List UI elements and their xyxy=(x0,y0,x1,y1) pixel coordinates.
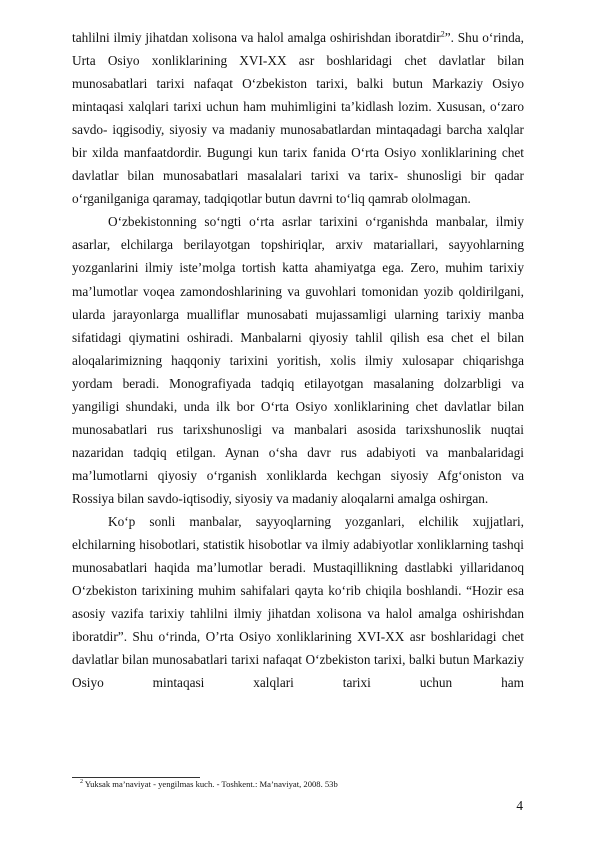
footnote xyxy=(80,779,520,790)
body-text xyxy=(72,26,524,694)
page-number: 4 xyxy=(516,798,523,813)
paragraph-1-text-cont: ”. Shu oʻrinda, Urta Osiyo xonliklarining XVI-XX asr boshlaridagi chet davlatlar bilan munosabatlari tarixi nafaqat Oʻzbekiston tarixi, balki butun Markaziy Osiyo mintaqasi xalqlari tarixi uchun ham muhimligini taʼkidlash lozim. Xususan, oʻzaro savdo- iqgisodiy, siyosiy va madaniy munosabatlardan mintaqadagi barcha xalqlar bir xilda manfaatdordir. Bugungi kun tarix fanida Oʻrta Osiyo xonliklarining chet davlatlar bilan munosabatlari masalalari tarixi va tarix- shunosligi bir qadar oʻrganilganiga qaramay, tadqiqotlar butun davrni toʻliq qamrab ololmagan. xyxy=(72,30,524,207)
paragraph-2: Oʻzbekistonning soʻngti oʻrta asrlar tarixini oʻrganishda manbalar, ilmiy asarlar, elchilarga berilayotgan topshiriqlar, arxiv matariallari, sayyohlarning yozganlarini ilmiy isteʼmolga tortish katta ahamiyatga ega. Zero, muhim tarixiy maʼlumotlar voqea zamondoshlarining va guvohlari tomonidan yozib qoldirilgani, ularda jarayonlarga mualliflar munosabati mujassamligi ularning tarixiy manba sifatidagi qiymatini oshiradi. Manbalarni qiyosiy tahlil qilish esa chet el bilan aloqalarimizning haqqoniy tarixini yoritish, xolis ilmiy xulosapar chiqarishga yordam beradi. Monografiyada tadqiq etilayotgan masalaning dolzarbligi va yangiligi shundaki, unda ilk bor Oʻrta Osiyo xonliklarining chet davlatlar bilan munosabatlari rus tarixshunosligi va manbalari asosida tarixshunoslik nuqtai nazaridan tadqiq etilgan. Aynan oʻsha davr rus adabiyoti va manbalaridagi maʼlumotlarni qiyosiy oʻrganish xonliklarda kechgan siyosiy Afgʻoniston va Rossiya bilan savdo-iqtisodiy, siyosiy va madaniy aloqalarni amalga oshirgan. xyxy=(72,214,524,506)
paragraph-1 xyxy=(72,26,524,210)
footnote-divider xyxy=(72,777,200,778)
footnote-reference[interactable]: 2 xyxy=(440,29,445,39)
paragraph-3: Koʻp sonli manbalar, sayyoqlarning yozganlari, elchilik xujjatlari, elchilarning hisobotlari, statistik hisobotlar va ilmiy adabiyotlar xonliklarning tashqi munosabatlari haqida maʼlumotlar beradi. Mustaqillikning dastlabki yillaridanoq Oʻzbekiston tarixining muhim sahifalari qayta koʻrib chiqila boshlandi. “Hozir esa asosiy vazifa tarixiy tahlilni ilmiy jihatdan xolisona va halol amalga oshirishdan iboratdir”. Shu oʻrinda, O’rta Osiyo xonliklarining XVI-XX asr boshlaridagi chet davlatlar bilan munosabatlari tarixi nafaqat Oʻzbekiston tarixi, balki butun Markaziy Osiyo mintaqasi xalqlari tarixi uchun ham xyxy=(72,513,524,691)
footnote-number: 2 xyxy=(80,779,83,786)
footnote-text: Yuksak maʼnaviyat - yengilmas kuch. - Toshkent.: Maʼnaviyat, 2008. 53b xyxy=(83,779,338,789)
paragraph-1-text: tahlilni ilmiy jihatdan xolisona va halol amalga oshirishdan iboratdir xyxy=(72,30,441,45)
